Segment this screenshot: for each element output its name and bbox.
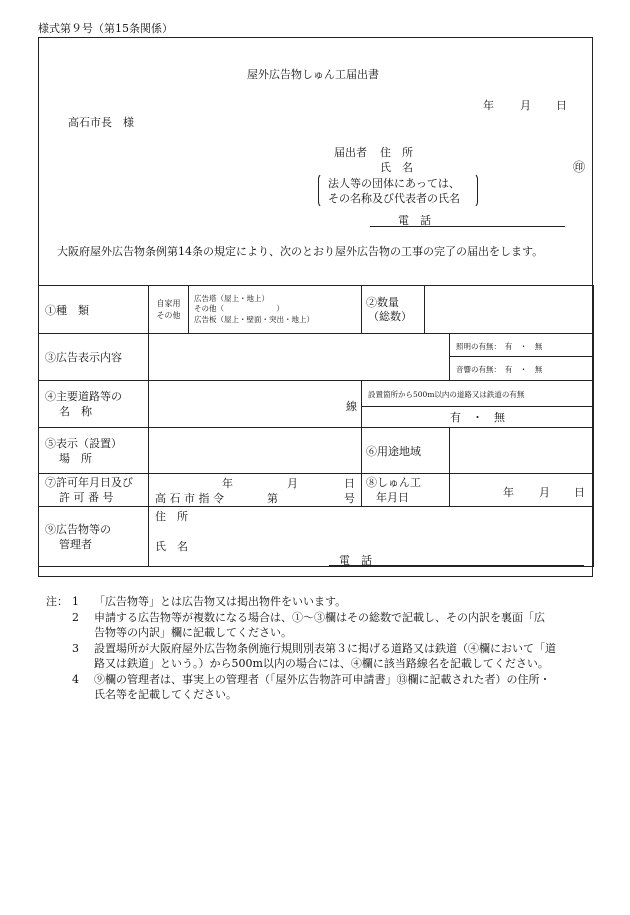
permit-year: 年 <box>222 476 233 490</box>
permit-month: 月 <box>287 476 298 490</box>
content-label-cell <box>39 334 149 381</box>
note-line: 告物等の内訳」欄に記載してください。 <box>94 626 292 639</box>
within-500m-label: 設置箇所から500m以内の道路又は鉄道の有無 <box>368 390 525 399</box>
road-label-1: ④主要道路等の <box>45 390 122 403</box>
sound-cell <box>450 357 594 381</box>
note-number: 4 <box>72 672 79 686</box>
note-item-1 <box>46 594 591 610</box>
kind-label-cell <box>39 286 149 334</box>
own-use-cell <box>149 286 189 334</box>
note-item-4 <box>46 672 591 703</box>
road-label-cell <box>39 381 149 428</box>
kind-label: ①種 類 <box>45 303 89 317</box>
note-line: 設置場所が大阪府屋外広告物条例施行規則別表第３に掲げる道路又は鉄道（④欄において「道 <box>94 641 556 655</box>
lighting-option: 照明の有無： 有 ・ 無 <box>456 341 543 351</box>
notes-section <box>46 594 591 703</box>
notifier-address-label: 住 所 <box>380 146 413 159</box>
permit-label-cell <box>39 474 149 507</box>
permit-value-cell[interactable] <box>149 474 362 507</box>
road-line-suffix: 線 <box>346 400 357 413</box>
kind-option-board: 広告板（屋上・壁面・突出・地上） <box>194 314 314 324</box>
completion-year: 年 <box>503 485 514 499</box>
place-label-2: 場 所 <box>59 451 92 465</box>
completion-label-2: 年月日 <box>376 491 409 504</box>
form-number: 様式第９号（第15条関係） <box>38 22 173 35</box>
qty-label-1: ②数量 <box>366 295 399 309</box>
notifier-label: 届出者 <box>334 146 367 159</box>
note-number: 1 <box>72 595 79 608</box>
note-line: 路又は鉄道」という。）から500m以内の場合には、④欄に該当路線名を記載してください。 <box>94 657 549 670</box>
zone-value-cell[interactable] <box>450 428 594 474</box>
manager-value-cell[interactable] <box>149 507 594 567</box>
permit-day: 日 <box>344 476 355 490</box>
kind-options-cell <box>189 286 362 334</box>
qty-label-cell <box>362 286 425 334</box>
within-yes-no-cell[interactable] <box>362 407 594 428</box>
notifier-name-label: 氏 名 <box>380 161 413 174</box>
note-line: 氏名等を記載してください。 <box>94 688 237 701</box>
kind-option-tower: 広告塔（屋上・地上） <box>194 293 269 303</box>
addressee: 高石市長 様 <box>68 116 134 129</box>
zone-label-cell <box>362 428 450 474</box>
date-month: 月 <box>520 99 531 112</box>
kind-option-other: その他（ ） <box>194 304 284 314</box>
completion-label-cell <box>362 474 450 507</box>
place-value-cell[interactable] <box>149 428 362 474</box>
content-label: ③広告表示内容 <box>45 351 122 364</box>
manager-label-2: 管理者 <box>59 537 92 551</box>
place-label-cell <box>39 428 149 474</box>
completion-label-1: ⑧しゅん工 <box>366 476 421 489</box>
phone-underline <box>370 226 565 227</box>
corp-note-line1: 法人等の団体にあっては、 <box>328 177 460 190</box>
lighting-cell <box>450 334 594 357</box>
completion-value-cell[interactable] <box>450 474 594 507</box>
permit-city-designation: 高 石 市 指 令 <box>155 491 224 505</box>
manager-label-cell <box>39 507 149 567</box>
completion-day: 日 <box>574 485 585 499</box>
manager-phone-underline <box>329 565 584 566</box>
date-year: 年 <box>483 99 494 112</box>
content-value-cell[interactable] <box>149 334 450 381</box>
own-use-2: その他 <box>156 310 181 320</box>
permit-gou: 号 <box>344 491 355 505</box>
note-line: 申請する広告物等が複数になる場合は、①～③欄はその総数で記載し、その内訳を裏面「広 <box>94 610 545 624</box>
form-table <box>38 285 594 567</box>
within-yes-no: 有 ・ 無 <box>450 411 505 424</box>
manager-name-label: 氏 名 <box>155 539 188 553</box>
notifier-phone-label: 電 話 <box>398 214 431 227</box>
note-number: 2 <box>72 610 79 624</box>
note-line: 「広告物等」とは広告物又は掲出物件をいいます。 <box>94 595 347 608</box>
own-use-1: 自家用 <box>156 298 181 308</box>
completion-month: 月 <box>539 485 550 499</box>
manager-phone-label: 電 話 <box>339 553 372 567</box>
road-label-2: 名 称 <box>59 405 92 418</box>
form-title: 屋外広告物しゅん工届出書 <box>247 68 379 81</box>
notes-lead: 注： <box>46 595 68 608</box>
note-item-3 <box>46 641 591 672</box>
manager-address-label: 住 所 <box>155 509 188 523</box>
qty-label-2: （総数） <box>368 309 412 323</box>
within-label-cell <box>362 381 594 407</box>
sound-option: 音響の有無： 有 ・ 無 <box>456 365 543 374</box>
seal-mark: ㊞ <box>573 160 586 174</box>
note-item-2 <box>46 610 591 641</box>
permit-label-2: 許 可 番 号 <box>59 491 114 504</box>
zone-label: ⑥用途地域 <box>366 444 421 458</box>
place-label-1: ⑤表示（設置） <box>45 436 122 450</box>
qty-value-cell[interactable] <box>425 286 594 334</box>
permit-dai: 第 <box>267 491 278 505</box>
note-line: ⑨欄の管理者は、事実上の管理者（「屋外広告物許可申請書」⑬欄に記載された者）の住所・ <box>94 672 551 686</box>
corp-note-line2: その名称及び代表者の氏名 <box>328 192 460 205</box>
date-day: 日 <box>556 99 567 112</box>
permit-label-1: ⑦許可年月日及び <box>45 476 133 489</box>
road-value-cell[interactable] <box>149 381 362 428</box>
manager-label-1: ⑨広告物等の <box>45 522 111 536</box>
intro-text: 大阪府屋外広告物条例第14条の規定により、次のとおり屋外広告物の工事の完了の届出をします。 <box>57 245 544 258</box>
note-number: 3 <box>72 641 79 655</box>
